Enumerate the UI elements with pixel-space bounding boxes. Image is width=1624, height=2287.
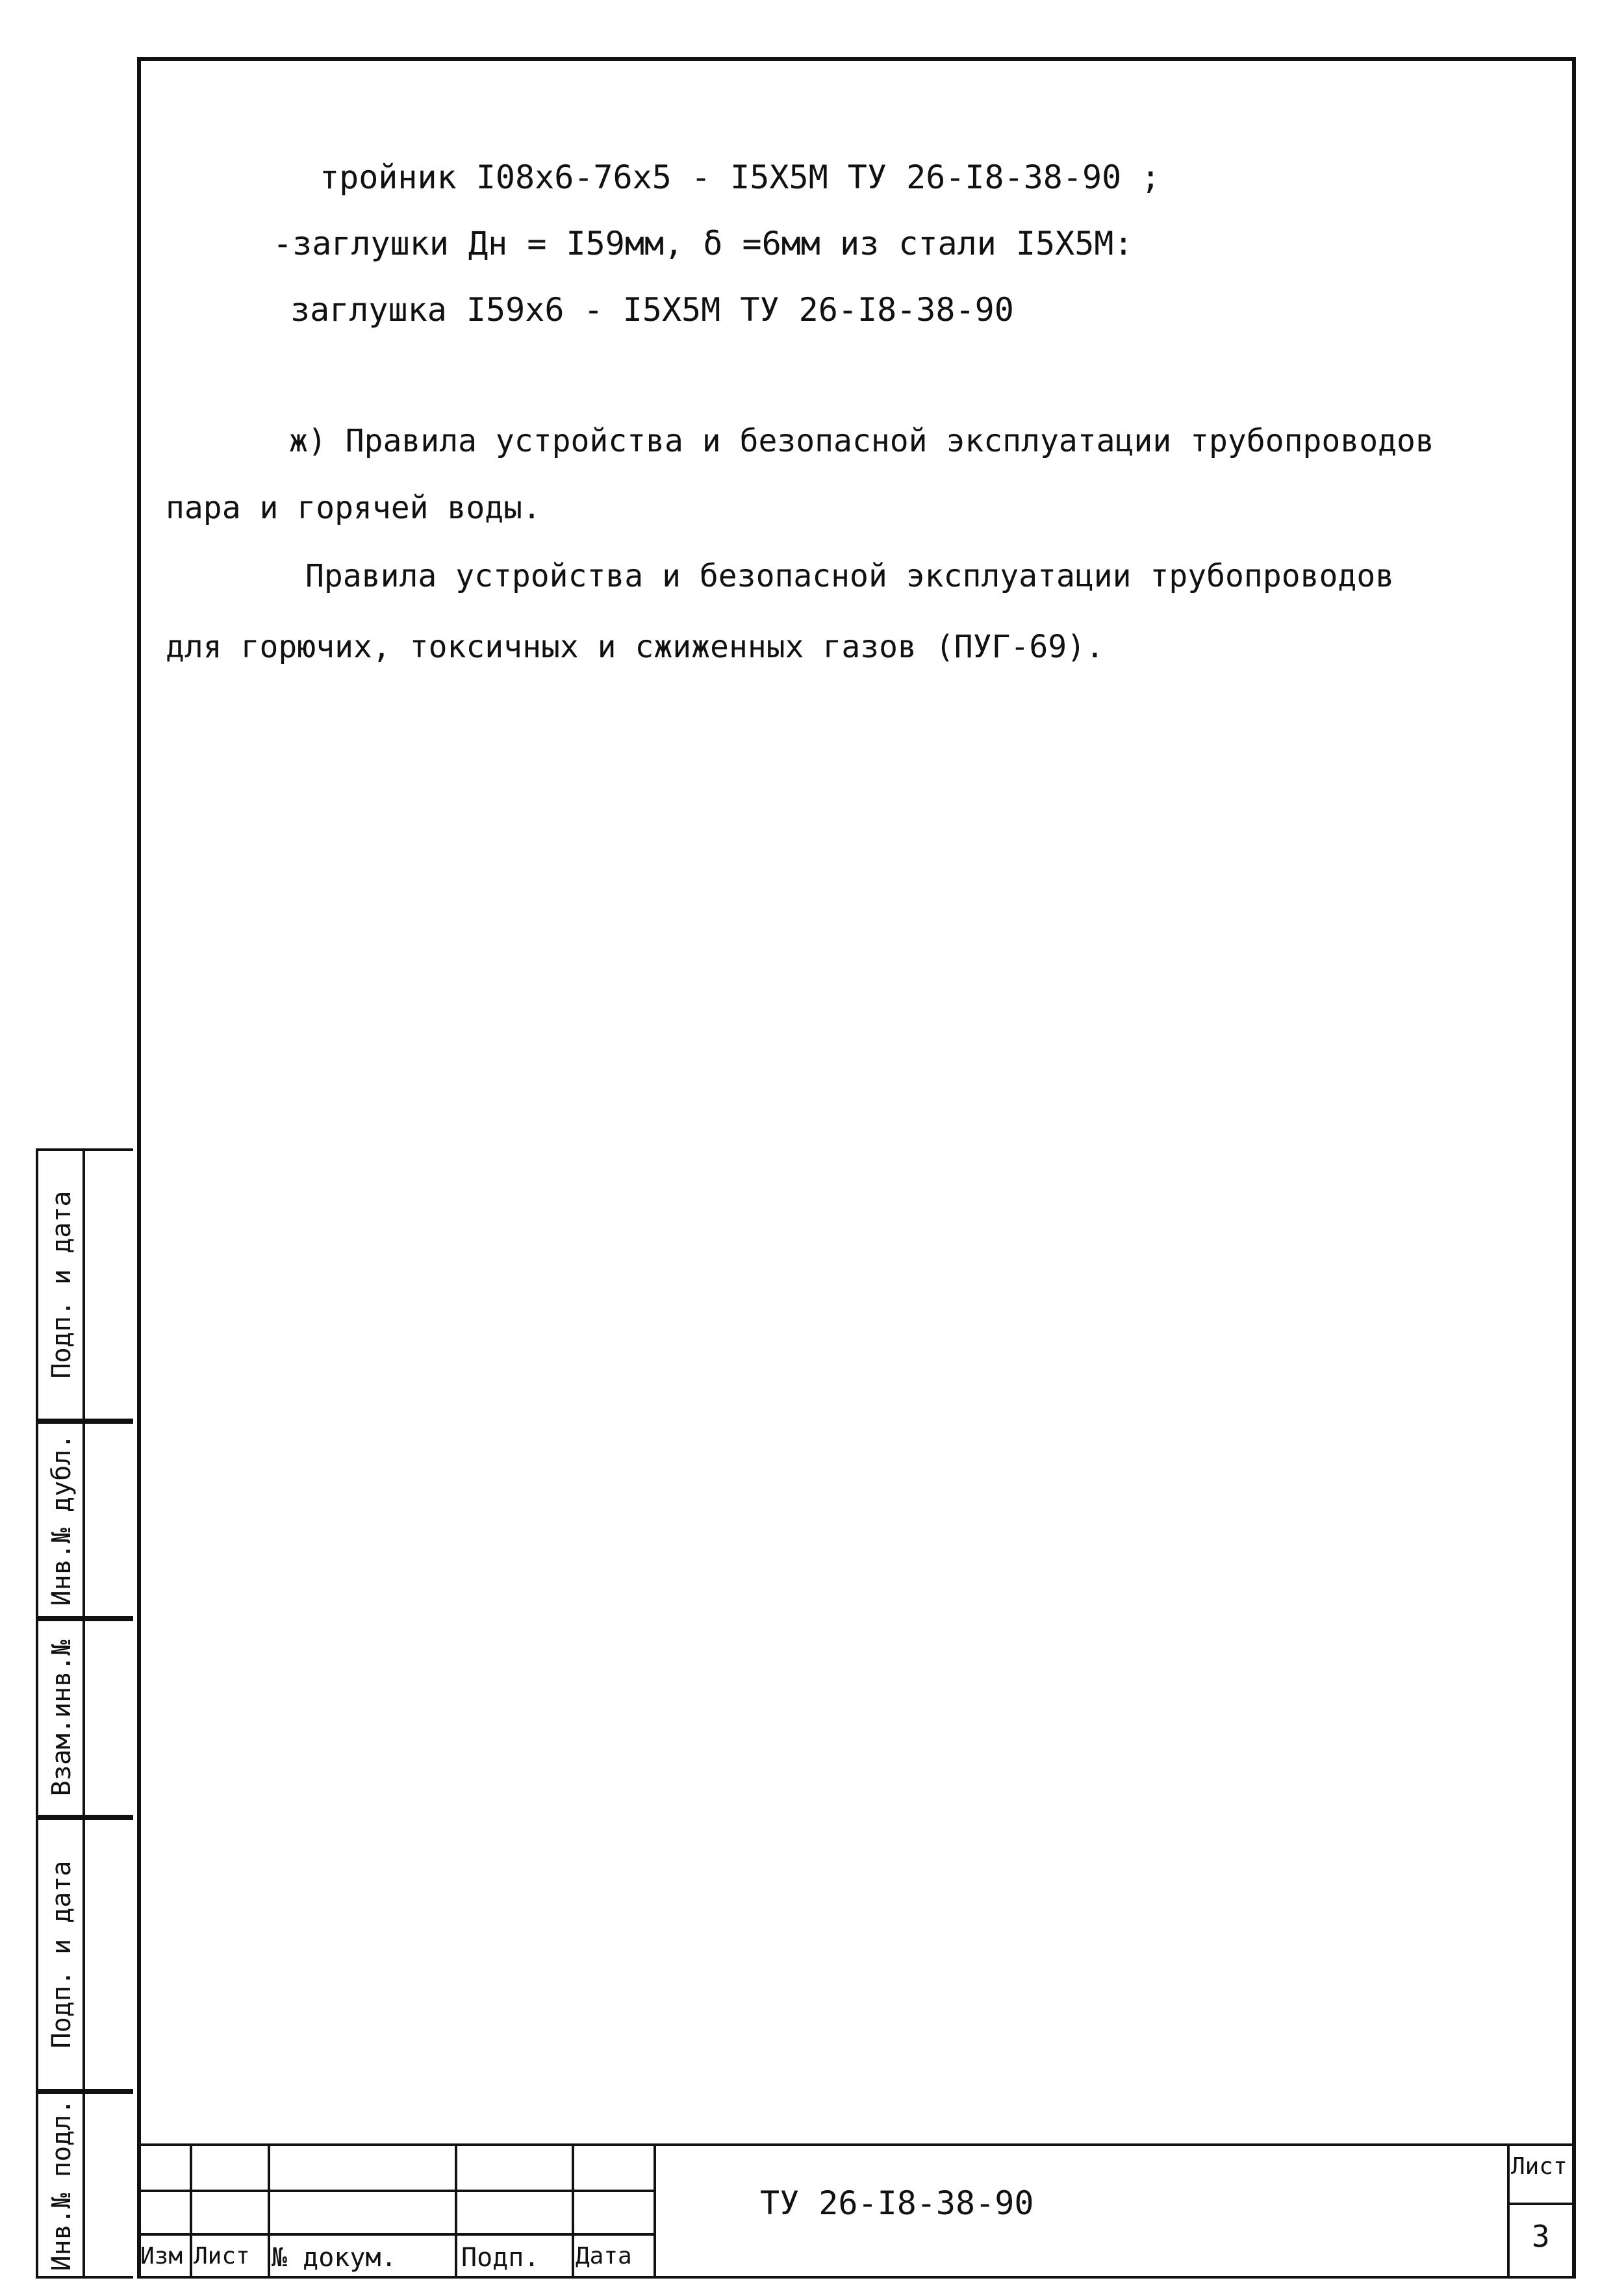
text-line-3: заглушка I59х6 - I5Х5М ТУ 26-I8-38-90 (290, 291, 1014, 329)
text-line-2: -заглушки Дн = I59мм, δ =6мм из стали I5Х5М: (273, 225, 1134, 262)
sheet-label: Лист (1511, 2153, 1567, 2180)
text-line-6: Правила устройства и безопасной эксплуатации трубопроводов (305, 558, 1395, 594)
stamp-label-3: Взам.инв.№ (47, 1639, 77, 1797)
stamp-cell-4 (36, 1817, 133, 2091)
stamp-label-4: Подп. и дата (47, 1860, 77, 2049)
page-frame (137, 57, 1576, 2279)
header-izm: Изм (140, 2243, 183, 2269)
header-list: Лист (194, 2243, 250, 2269)
text-line-4: ж) Правила устройства и безопасной эксплуатации трубопроводов (289, 423, 1434, 459)
header-date: Дата (576, 2243, 632, 2269)
header-doc-number: № докум. (272, 2243, 397, 2273)
stamp-label-2: Инв.№ дубл. (47, 1434, 77, 1606)
stamp-cell-3 (36, 1619, 133, 1817)
stamp-cell-1 (36, 1148, 133, 1421)
side-stamp (36, 1148, 137, 2279)
stamp-label-5: Инв.№ подл. (47, 2099, 77, 2271)
text-line-7: для горючих, токсичных и сжиженных газов (ПУГ-69). (166, 629, 1104, 665)
stamp-cell-2 (36, 1421, 133, 1619)
stamp-label-1: Подп. и дата (47, 1191, 77, 1379)
text-line-5: пара и горячей воды. (166, 490, 541, 526)
text-line-1: тройник I08х6-76х5 - I5Х5М ТУ 26-I8-38-90 ; (320, 158, 1161, 196)
stamp-cell-5 (36, 2091, 133, 2279)
doc-code: ТУ 26-I8-38-90 (760, 2184, 1034, 2222)
sheet-number: 3 (1532, 2219, 1550, 2254)
header-signature: Подп. (461, 2243, 540, 2273)
